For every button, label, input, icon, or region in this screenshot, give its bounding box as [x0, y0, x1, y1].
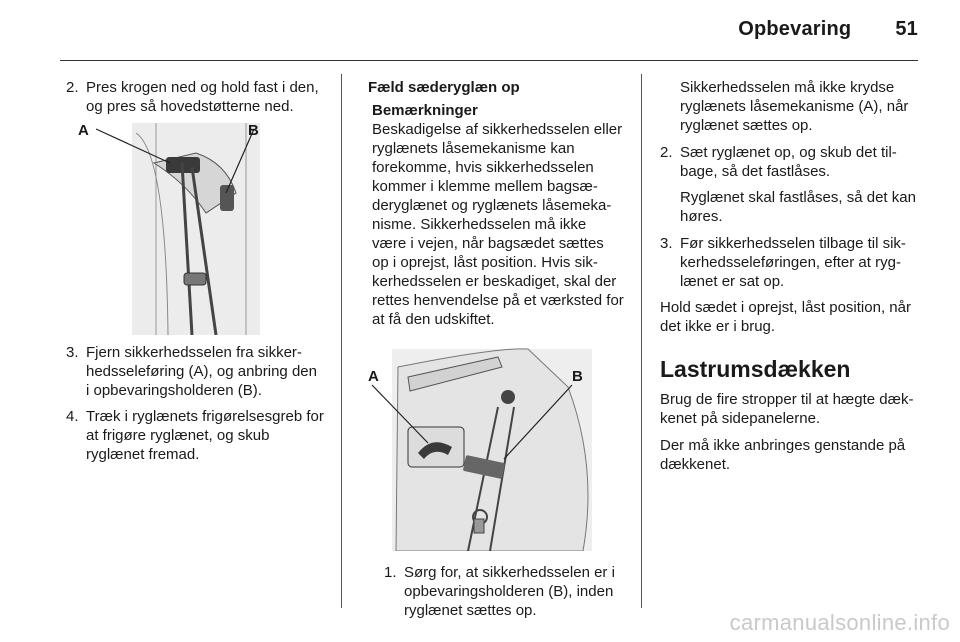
step-1 [384, 563, 624, 620]
step-text: Før sikkerhedsselen tilbage til sikkerhedsseleføringen, efter at ryglænet er sat op. [680, 235, 906, 290]
step-number: 2. [66, 79, 79, 96]
paragraph-upright: Hold sædet i oprejst, låst position, når det ikke er i brug. [660, 299, 911, 335]
subheading-fold-backrest: Fæld sæderyglæn op [368, 79, 520, 96]
step-text: Fjern sikkerhedsselen fra sikkerhedsseleføring (A), og anbring den i opbevaringsholderen (B). [86, 344, 317, 399]
step-3 [66, 343, 324, 400]
column-2 [368, 78, 624, 627]
step-text: Sæt ryglænet op, og skub det tilbage, så det fastlåses. [680, 144, 897, 180]
note-text: Beskadigelse af sikkerhedsselen eller ryglænets låsemekanisme kan forekomme, hvis sikkerhedsselen kommer i klemme mellem bagsæderyglænet og ryglænets låsemekanisme. Sikkerhedsselen må ikke være i vejen, når bagsædet sættes op i oprejst, låst position. Hvis sikkerhedsselen er beskadiget, skal der rettes henvendelse på et værksted for at få den udskiftet. [372, 121, 624, 328]
step-text: Træk i ryglænets frigørelsesgreb for at frigøre ryglænet, og skub ryglænet fremad. [86, 408, 324, 463]
figure2-label-b: B [572, 368, 583, 385]
figure1-label-a: A [78, 122, 89, 139]
column-divider-1 [341, 74, 342, 608]
figure-backrest-lock [368, 347, 624, 551]
belt-guide-illustration [96, 123, 316, 335]
step-number: 4. [66, 408, 79, 425]
note-heading: Bemærkninger [372, 102, 478, 119]
heading-cargo-cover: Lastrumsdækken [660, 356, 851, 382]
step-1-continued: Sikkerhedsselen må ikke krydse ryglænets låsemekanisme (A), når ryglænet sættes op. [680, 79, 909, 134]
page-number: 51 [895, 18, 918, 40]
column-divider-2 [641, 74, 642, 608]
figure-headrest-belt [78, 122, 316, 335]
step-2-sub: Ryglænet skal fastlåses, så det kan høres. [680, 189, 916, 225]
step-2 [660, 143, 922, 181]
backrest-lock-illustration [368, 347, 624, 551]
step-number: 3. [660, 235, 673, 252]
step-number: 3. [66, 344, 79, 361]
figure1-label-b: B [248, 122, 259, 139]
paragraph-straps: Brug de fire stropper til at hægte dækkenet på sidepanelerne. [660, 391, 914, 427]
step-text: Sørg for, at sikkerhedsselen er i opbevaringsholderen (B), inden ryglænet sættes op. [404, 564, 615, 619]
watermark: carmanualsonline.info [729, 610, 950, 635]
column-1 [66, 78, 324, 471]
figure2-label-a: A [368, 368, 379, 385]
paragraph-no-objects: Der må ikke anbringes genstande på dækkenet. [660, 437, 906, 473]
page-title: Opbevaring [738, 18, 852, 40]
step-number: 1. [384, 564, 397, 581]
page-header [738, 18, 918, 41]
step-4 [66, 407, 324, 464]
step-text: Pres krogen ned og hold fast i den, og pres så hovedstøtterne ned. [86, 79, 319, 115]
step-number: 2. [660, 144, 673, 161]
step-2 [66, 78, 324, 116]
column-3 [660, 78, 922, 482]
header-divider [60, 60, 918, 61]
step-3 [660, 234, 922, 291]
